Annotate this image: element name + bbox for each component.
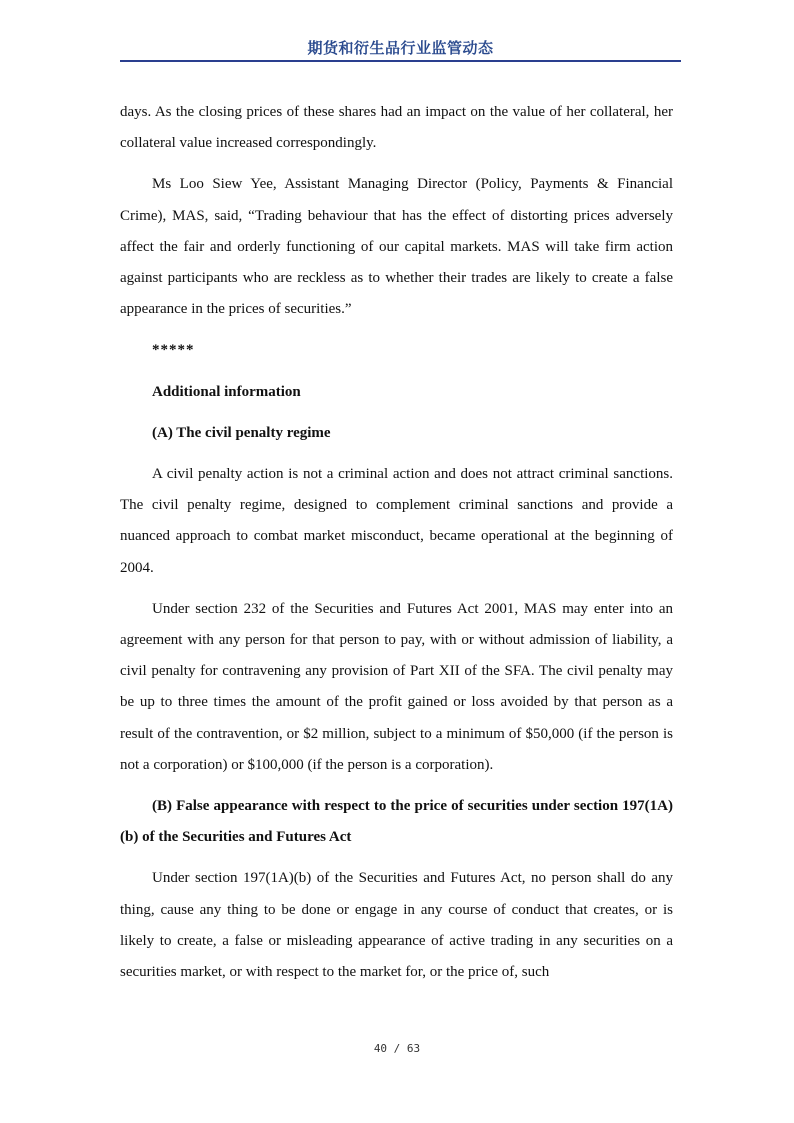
additional-information-heading: Additional information xyxy=(152,383,301,400)
section-separator: ***** xyxy=(152,342,195,359)
page-number: 40 / 63 xyxy=(373,1042,421,1055)
header-title: 期货和衍生品行业监管动态 xyxy=(307,39,494,57)
paragraph-mas-quote: Ms Loo Siew Yee, Assistant Managing Director (Policy, Payments & Financial Crime), MAS, said, “Trading behaviour that has the effect of distorting prices adversely affect the fair and orderly functioning of our capital markets. MAS will take firm action against participants who are reckless as to whether their trades are likely to create a false appearance in the prices of securities.” xyxy=(120,176,673,318)
paragraph-section-197: Under section 197(1A)(b) of the Securities and Futures Act, no person shall do any thing, cause any thing to be done or engage in any course of conduct that creates, or is likely to create, a false or misleading appearance of active trading in any securities on a securities market, or with respect to the market for, or the price of, such xyxy=(120,870,673,981)
section-a-heading: (A) The civil penalty regime xyxy=(152,424,331,441)
header-divider xyxy=(120,60,681,62)
document-body xyxy=(120,97,673,998)
paragraph-civil-penalty: A civil penalty action is not a criminal action and does not attract criminal sanctions. The civil penalty regime, designed to complement criminal sanctions and provide a nuanced approach to combat market misconduct, became operational at the beginning of 2004. xyxy=(120,466,673,576)
paragraph-collateral: days. As the closing prices of these shares had an impact on the value of her collateral, her collateral value increased correspondingly. xyxy=(120,104,673,152)
section-b-heading: (B) False appearance with respect to the price of securities under section 197(1A)(b) of the Securities and Futures Act xyxy=(120,798,673,846)
paragraph-section-232: Under section 232 of the Securities and Futures Act 2001, MAS may enter into an agreement with any person for that person to pay, with or without admission of liability, a civil penalty for contravening any provision of Part XII of the SFA. The civil penalty may be up to three times the amount of the profit gained or loss avoided by that person as a result of the contravention, or $2 million, subject to a minimum of $50,000 (if the person is not a corporation) or $100,000 (if the person is a corporation). xyxy=(120,600,673,773)
